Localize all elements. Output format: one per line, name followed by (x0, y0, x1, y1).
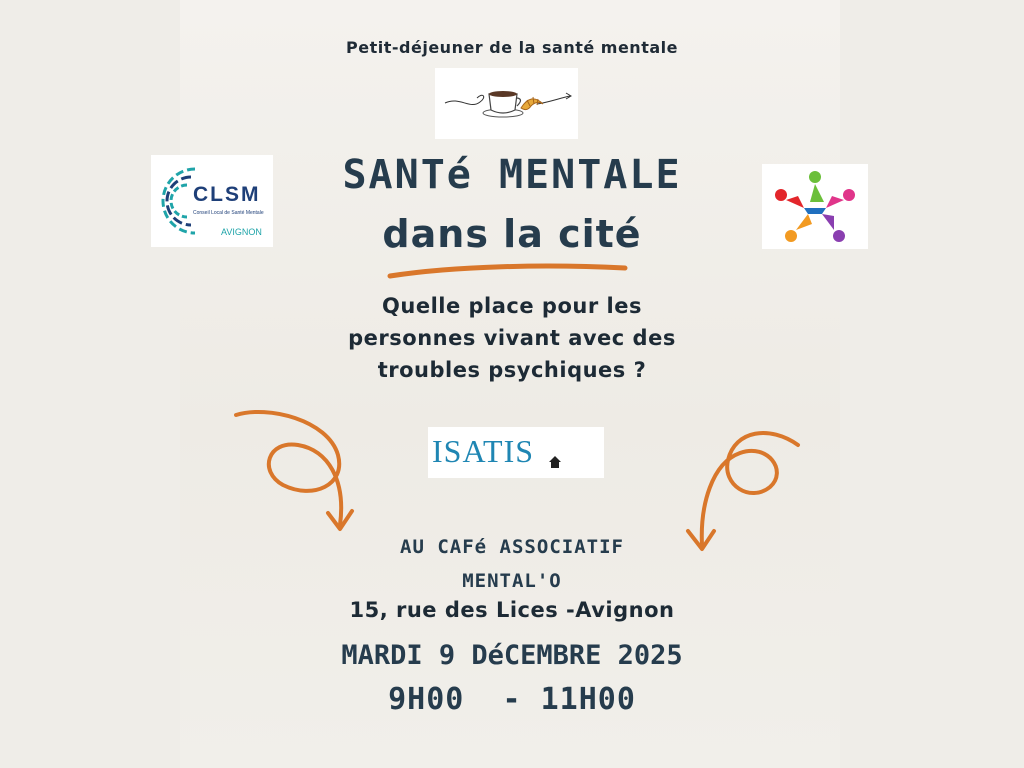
clsm-full-name: Conseil Local de Santé Mentale (193, 210, 264, 216)
event-address: 15, rue des Lices -Avignon (349, 598, 675, 622)
question-line: troubles psychiques ? (377, 358, 647, 382)
event-question (0, 290, 1024, 386)
title-underline (385, 260, 630, 282)
isatis-logo (428, 427, 604, 478)
event-venue (0, 530, 1024, 598)
venue-line: MENTAL'O (462, 570, 562, 592)
event-date: MARDI 9 DéCEMBRE 2025 (341, 640, 683, 671)
clsm-city: AVIGNON (221, 227, 262, 237)
event-hours: 9H00 - 11H00 (388, 682, 636, 717)
swirl-arrow-icon (228, 405, 368, 545)
house-icon (548, 455, 562, 469)
event-title-line1: SANTé MENTALE (342, 152, 682, 198)
breakfast-image (435, 68, 578, 139)
isatis-name: ISATIS (432, 433, 535, 469)
question-line: personnes vivant avec des (348, 326, 676, 350)
event-subtitle: Petit-déjeuner de la santé mentale (346, 38, 678, 57)
venue-line: AU CAFé ASSOCIATIF (400, 536, 624, 558)
question-line: Quelle place pour les (382, 294, 642, 318)
coffee-cup-croissant-icon (435, 68, 578, 139)
clsm-acronym: CLSM (193, 183, 261, 206)
event-title-line2: dans la cité (382, 212, 642, 256)
